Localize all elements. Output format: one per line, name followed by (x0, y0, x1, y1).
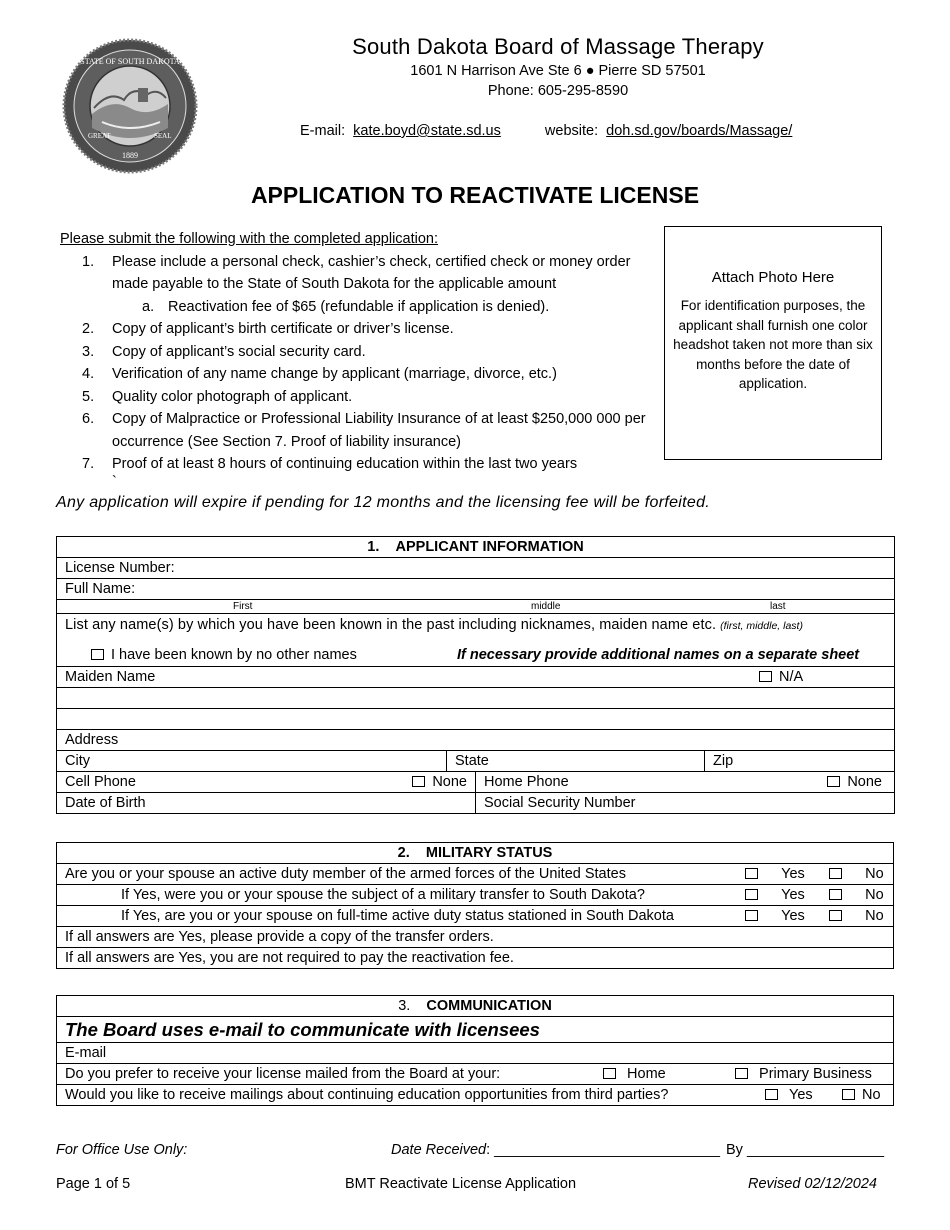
state-field[interactable]: State (447, 751, 705, 772)
full-name-field[interactable]: Full Name: (57, 579, 895, 600)
home-phone-field[interactable] (476, 772, 895, 793)
list-item: 3. Copy of applicant’s social security card. (82, 343, 366, 360)
website-link[interactable]: doh.sd.gov/boards/Massage/ (606, 123, 793, 139)
cell-phone-field[interactable] (57, 772, 476, 793)
ce-no-checkbox[interactable] (842, 1089, 855, 1100)
state-seal-logo (62, 38, 198, 174)
instructions-lead: Please submit the following with the completed application: (60, 231, 439, 247)
q3-no-checkbox[interactable] (829, 910, 842, 921)
home-none-checkbox[interactable] (827, 776, 840, 787)
blank-row[interactable] (57, 709, 895, 730)
page-number: Page 1 of 5 (56, 1176, 131, 1192)
contact-line (300, 123, 792, 139)
website-label: website: (544, 123, 599, 139)
email-label: E-mail: (300, 123, 346, 139)
list-item: a. Reactivation fee of $65 (refundable if application is denied). (142, 298, 550, 315)
license-number-field[interactable]: License Number: (57, 558, 895, 579)
svg-text:STATE OF SOUTH DAKOTA: STATE OF SOUTH DAKOTA (80, 57, 180, 66)
ce-mailings-question: Would you like to receive mailings about continuing education opportunities from third parties? (65, 1087, 669, 1103)
list-item: 5. Quality color photograph of applicant. (82, 388, 353, 405)
military-note-transfer: If all answers are Yes, please provide a copy of the transfer orders. (57, 927, 894, 948)
photo-box[interactable] (664, 226, 882, 460)
zip-field[interactable]: Zip (705, 751, 895, 772)
q3-yes-checkbox[interactable] (745, 910, 758, 921)
date-received-line[interactable]: Date Received: ____________________________ By _________________ (391, 1142, 885, 1158)
q2-no-checkbox[interactable] (829, 889, 842, 900)
license-mail-question: Do you prefer to receive your license mailed from the Board at your: (65, 1066, 501, 1082)
address-field[interactable]: Address (57, 730, 895, 751)
applicant-information-table (56, 536, 895, 814)
military-q2-row: If Yes, were you or your spouse the subject of a military transfer to South Dakota? Yes No (57, 885, 894, 906)
ce-yes-checkbox[interactable] (765, 1089, 778, 1100)
military-q1-row: Are you or your spouse an active duty member of the armed forces of the United States Yes No (57, 864, 894, 885)
email-field[interactable]: E-mail (57, 1043, 894, 1064)
revised-date: Revised 02/12/2024 (748, 1176, 877, 1192)
list-item: 6. Copy of Malpractice or Professional Liability Insurance of at least $250,000 000 per occurrence (See Section 7. Proof of liability insurance) (82, 411, 646, 450)
instructions (58, 228, 668, 488)
maiden-name-label: Maiden Name (65, 669, 156, 685)
form-name: BMT Reactivate License Application (345, 1176, 577, 1192)
photo-box-title: Attach Photo Here (711, 269, 835, 286)
section-header: 2. MILITARY STATUS (57, 843, 894, 864)
military-q1-label: Are you or your spouse an active duty member of the armed forces of the United States (65, 866, 626, 882)
name-parts-row (57, 600, 895, 614)
mail-home-checkbox[interactable] (603, 1068, 616, 1079)
other-names-block (57, 614, 895, 667)
list-item: 7. Proof of at least 8 hours of continuing education within the last two years (82, 456, 578, 472)
list-item: 1. Please include a personal check, cashier’s check, certified check or money order made payable to the State of South Dakota for the applicable amount (82, 253, 631, 292)
no-other-names-checkbox[interactable] (91, 649, 104, 660)
svg-text:SEAL: SEAL (154, 132, 172, 140)
communication-table (56, 995, 894, 1106)
cell-none-label: None (432, 774, 467, 790)
ce-mailings-row: Would you like to receive mailings about continuing education opportunities from third parties? Yes No (57, 1085, 894, 1106)
page-title: APPLICATION TO REACTIVATE LICENSE (250, 182, 700, 208)
maiden-name-field[interactable] (57, 667, 895, 688)
other-names-hint: (first, middle, last) (720, 620, 803, 632)
board-address: 1601 N Harrison Ave Ste 6 ● Pierre SD 57501 (410, 63, 706, 79)
home-phone-label: Home Phone (484, 774, 569, 790)
military-q3-row: If Yes, are you or your spouse on full-time active duty status stationed in South Dakota Yes No (57, 906, 894, 927)
board-name: South Dakota Board of Massage Therapy (352, 34, 764, 59)
q1-yes-checkbox[interactable] (745, 868, 758, 879)
communication-subtitle: The Board uses e-mail to communicate with licensees (57, 1017, 894, 1043)
office-use-label: For Office Use Only: (56, 1142, 188, 1158)
board-phone: Phone: 605-295-8590 (487, 83, 629, 99)
section-header: 3. COMMUNICATION (57, 996, 894, 1017)
ssn-field[interactable]: Social Security Number (476, 793, 895, 814)
by-line[interactable]: By _________________ (726, 1142, 885, 1158)
license-mail-pref-row: Do you prefer to receive your license mailed from the Board at your: Home Primary Business (57, 1064, 894, 1085)
mail-primary-business-checkbox[interactable] (735, 1068, 748, 1079)
svg-text:GREAT: GREAT (88, 132, 111, 140)
cell-none-checkbox[interactable] (412, 776, 425, 787)
military-q3-label: If Yes, are you or your spouse on full-time active duty status stationed in South Dakota (121, 908, 674, 924)
first-name-label: First (233, 601, 253, 612)
photo-box-text: For identification purposes, the applicant shall furnish one color headshot taken not more than six months before the date of application. (673, 298, 873, 391)
list-item: 2. Copy of applicant’s birth certificate or driver’s license. (82, 321, 454, 337)
military-q2-label: If Yes, were you or your spouse the subject of a military transfer to South Dakota? (121, 887, 645, 903)
stray-mark: ` (112, 473, 117, 490)
home-none-label: None (847, 774, 882, 790)
email-link[interactable]: kate.boyd@state.sd.us (353, 123, 501, 139)
blank-row[interactable] (57, 688, 895, 709)
military-status-table (56, 842, 894, 969)
last-name-label: last (770, 601, 786, 612)
middle-name-label: middle (531, 601, 561, 612)
list-item: 4. Verification of any name change by applicant (marriage, divorce, etc.) (82, 366, 557, 382)
cell-phone-label: Cell Phone (65, 774, 136, 790)
date-of-birth-field[interactable]: Date of Birth (57, 793, 476, 814)
city-field[interactable]: City (57, 751, 447, 772)
section-header: 1. APPLICANT INFORMATION (57, 537, 895, 558)
expiration-note: Any application will expire if pending for 12 months and the licensing fee will be forfeited. (56, 494, 711, 511)
q1-no-checkbox[interactable] (829, 868, 842, 879)
military-note-fee: If all answers are Yes, you are not required to pay the reactivation fee. (57, 948, 894, 969)
maiden-na-checkbox[interactable] (759, 671, 772, 682)
maiden-na-label: N/A (779, 669, 804, 685)
other-names-label: List any name(s) by which you have been known in the past including nicknames, maiden name etc. (65, 617, 717, 633)
no-other-names-label: I have been known by no other names (111, 647, 357, 663)
q2-yes-checkbox[interactable] (745, 889, 758, 900)
separate-sheet-note: If necessary provide additional names on a separate sheet (457, 647, 860, 663)
svg-text:1889: 1889 (122, 151, 138, 160)
